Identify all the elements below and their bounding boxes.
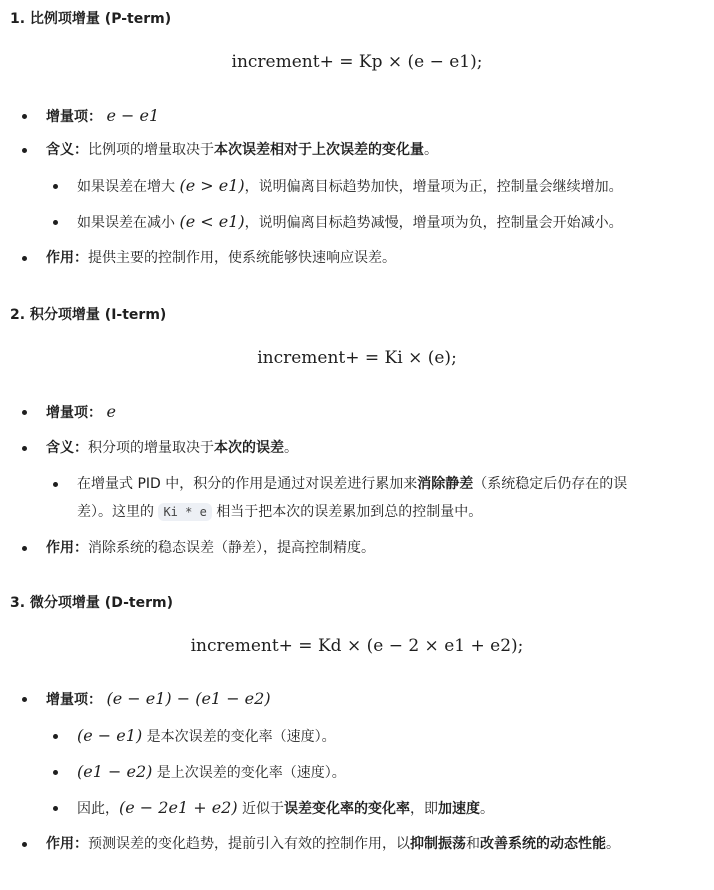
list-item-effect: 作用：预测误差的变化趋势，提前引入有效的控制作用，以抑制振荡和改善系统的动态性能。 bbox=[46, 836, 620, 852]
sub-list-item: (e − e1) 是本次误差的变化率（速度）。 bbox=[77, 726, 336, 745]
sub-list-item: (e1 − e2) 是上次误差的变化率（速度）。 bbox=[77, 762, 346, 781]
list-item-increment: 增量项： (e − e1) − (e1 − e2) bbox=[46, 689, 271, 708]
bullet-icon bbox=[22, 410, 27, 415]
sub-list-item: 如果误差在增大 (e > e1)，说明偏离目标趋势加快，增量项为正，控制量会继续增加。 bbox=[77, 176, 623, 195]
formula-d-term: increment+ = Kd × (e − 2 × e1 + e2); bbox=[190, 636, 524, 656]
bullet-icon bbox=[22, 148, 27, 153]
bullet-icon bbox=[22, 256, 27, 261]
formula-p-term: increment+ = Kp × (e − e1); bbox=[231, 52, 483, 72]
math-expr: e − e1 bbox=[106, 106, 160, 125]
bullet-icon bbox=[53, 482, 58, 487]
section-heading-i-term: 2. 积分项增量 (I-term) bbox=[10, 307, 167, 323]
sub-list-item: 如果误差在减小 (e < e1)，说明偏离目标趋势减慢，增量项为负，控制量会开始减小。 bbox=[77, 212, 623, 231]
bullet-icon bbox=[22, 446, 27, 451]
bullet-icon bbox=[53, 184, 58, 189]
bullet-icon bbox=[53, 806, 58, 811]
sub-list-item: 因此，(e − 2e1 + e2) 近似于误差变化率的变化率，即加速度。 bbox=[77, 798, 495, 817]
bullet-icon bbox=[22, 842, 27, 847]
section-heading-d-term: 3. 微分项增量 (D-term) bbox=[10, 595, 173, 611]
list-item-meaning: 含义：比例项的增量取决于本次误差相对于上次误差的变化量。 bbox=[46, 142, 438, 158]
bullet-icon bbox=[22, 697, 27, 702]
sub-list-item: 在增量式 PID 中，积分的作用是通过对误差进行累加来消除静差（系统稳定后仍存在的误 差）。这里的 Ki * e 相当于把本次的误差累加到总的控制量中。 bbox=[77, 476, 628, 520]
bullet-icon bbox=[22, 546, 27, 551]
list-item-effect: 作用：消除系统的稳态误差（静差），提高控制精度。 bbox=[46, 540, 375, 556]
list-item-effect: 作用：提供主要的控制作用，使系统能够快速响应误差。 bbox=[46, 250, 396, 266]
list-item-increment: 增量项： e − e1 bbox=[46, 106, 160, 125]
inline-code: Ki * e bbox=[158, 503, 211, 521]
bullet-icon bbox=[53, 220, 58, 225]
bullet-icon bbox=[22, 114, 27, 119]
section-heading-p-term: 1. 比例项增量 (P-term) bbox=[10, 11, 172, 27]
formula-i-term: increment+ = Ki × (e); bbox=[257, 348, 457, 368]
list-item-meaning: 含义：积分项的增量取决于本次的误差。 bbox=[46, 440, 298, 456]
bullet-icon bbox=[53, 770, 58, 775]
list-item-increment: 增量项： e bbox=[46, 402, 116, 421]
bullet-icon bbox=[53, 734, 58, 739]
